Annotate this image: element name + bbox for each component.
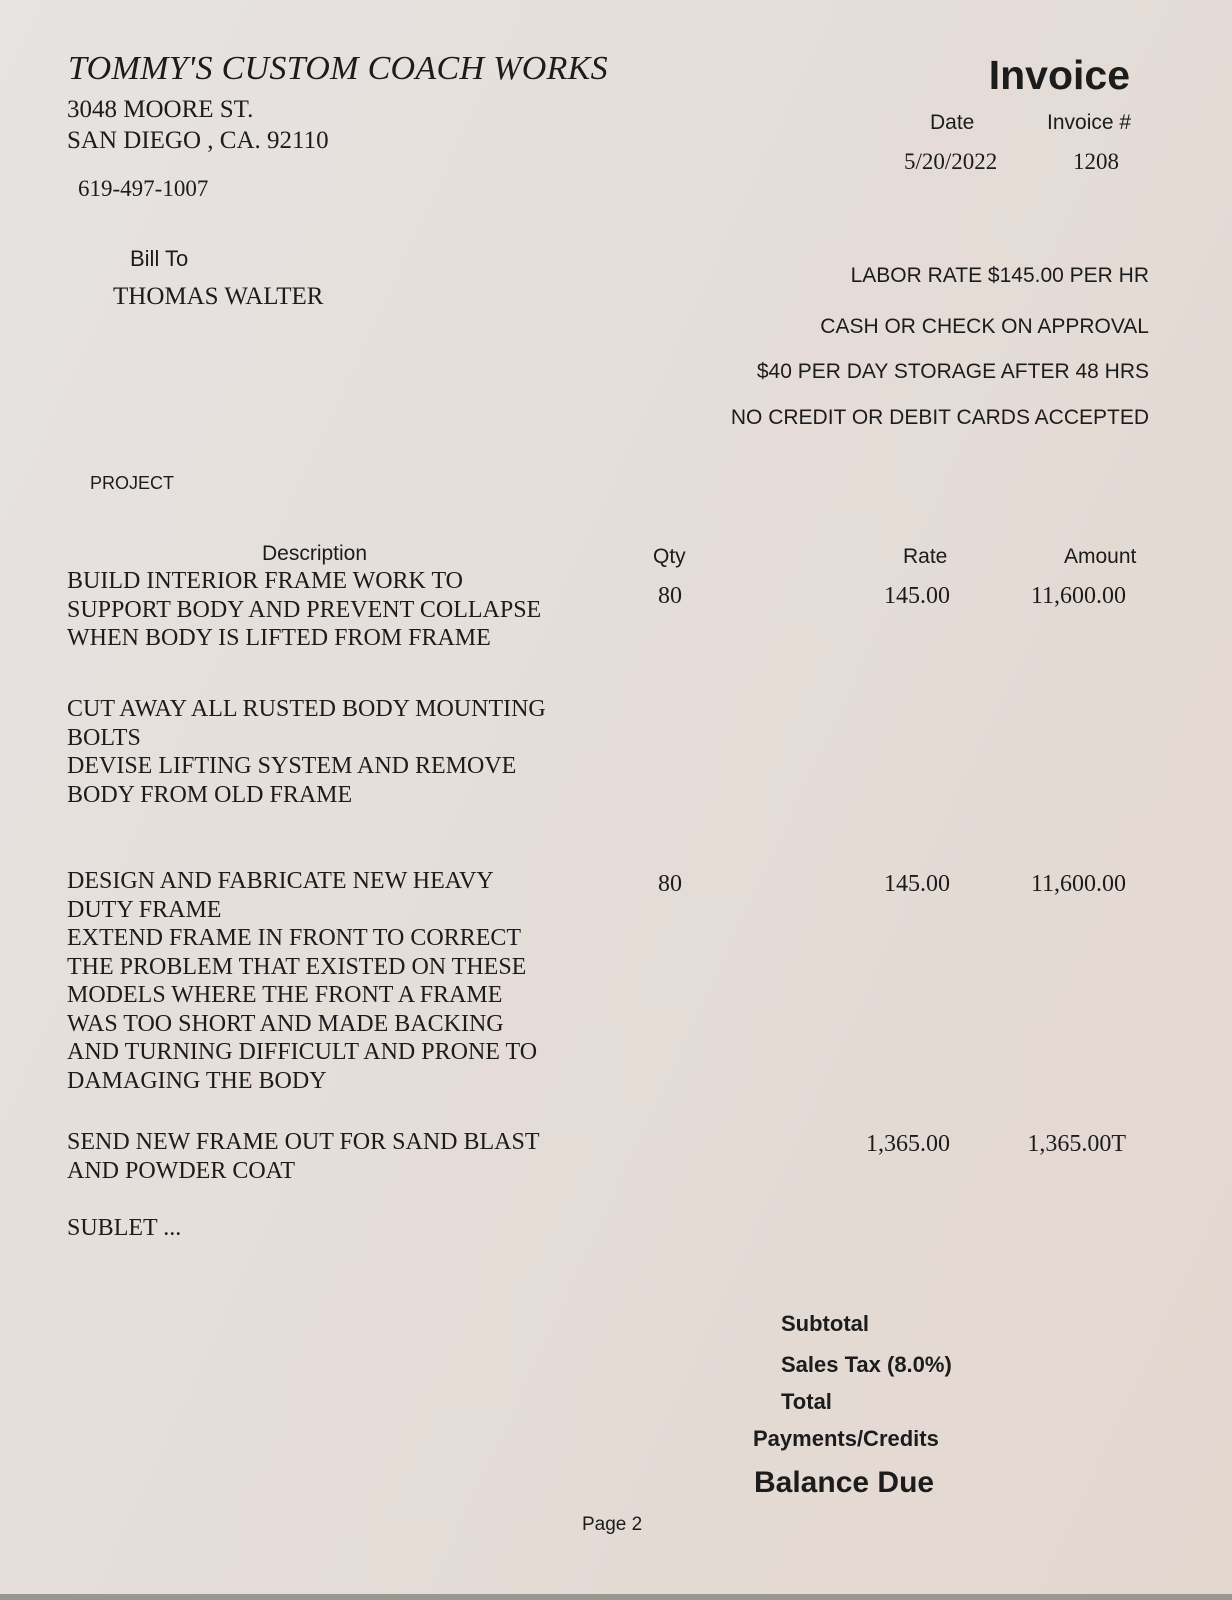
line-item-qty: 80 (658, 583, 682, 609)
description-line: EXTEND FRAME IN FRONT TO CORRECT (67, 925, 522, 951)
company-address-line2: SAN DIEGO , CA. 92110 (67, 127, 329, 154)
line-item-amount: 11,600.00 (1030, 871, 1126, 897)
description-line: BOLTS (67, 724, 141, 751)
description-line: MODELS WHERE THE FRONT A FRAME (67, 982, 503, 1008)
description-line: SUPPORT BODY AND PREVENT COLLAPSE (67, 596, 542, 623)
description-line: AND TURNING DIFFICULT AND PRONE TO (67, 1039, 538, 1065)
terms-storage: $40 PER DAY STORAGE AFTER 48 HRS (756, 360, 1149, 383)
line-item-amount: 1,365.00T (1027, 1131, 1126, 1157)
column-header-amount: Amount (1064, 545, 1137, 568)
line-item-rate: 145.00 (884, 871, 950, 897)
terms-labor-rate: LABOR RATE $145.00 PER HR (850, 264, 1149, 287)
invoice-date: 5/20/2022 (904, 149, 998, 174)
column-header-rate: Rate (903, 545, 948, 568)
invoice-number-label: Invoice # (1047, 111, 1132, 134)
project-label: PROJECT (90, 473, 175, 493)
description-line: SUBLET ... (67, 1215, 182, 1241)
description-line: BODY FROM OLD FRAME (67, 781, 353, 808)
payments-credits-label: Payments/Credits (753, 1426, 939, 1451)
page-bottom-edge (0, 1594, 1232, 1600)
line-item-rate: 1,365.00 (866, 1131, 950, 1157)
sales-tax-label: Sales Tax (8.0%) (781, 1352, 952, 1377)
line-item-qty: 80 (658, 871, 682, 897)
description-line: DUTY FRAME (67, 896, 222, 923)
bill-to-name: THOMAS WALTER (113, 283, 324, 310)
column-header-description: Description (262, 542, 368, 565)
balance-due-label: Balance Due (754, 1466, 935, 1499)
column-header-qty: Qty (653, 545, 686, 568)
line-item-description (67, 1128, 627, 1185)
line-item-description (67, 695, 627, 809)
invoice-number: 1208 (1073, 149, 1119, 174)
description-line: DAMAGING THE BODY (67, 1067, 327, 1094)
company-address-line1: 3048 MOORE ST. (67, 96, 254, 123)
description-line: DEVISE LIFTING SYSTEM AND REMOVE (67, 753, 517, 779)
total-label: Total (781, 1389, 832, 1414)
description-line: AND POWDER COAT (67, 1157, 295, 1184)
line-item-description (67, 867, 627, 1095)
description-line: WHEN BODY IS LIFTED FROM FRAME (67, 625, 491, 651)
description-line: BUILD INTERIOR FRAME WORK TO (67, 568, 464, 594)
page-number: Page 2 (582, 1514, 643, 1535)
company-name: TOMMY'S CUSTOM COACH WORKS (68, 50, 608, 87)
description-line: THE PROBLEM THAT EXISTED ON THESE (67, 953, 527, 980)
bill-to-label: Bill To (130, 246, 189, 271)
line-item-rate: 145.00 (884, 583, 950, 609)
description-line: CUT AWAY ALL RUSTED BODY MOUNTING (67, 696, 546, 722)
terms-no-cards: NO CREDIT OR DEBIT CARDS ACCEPTED (730, 406, 1149, 429)
description-line: WAS TOO SHORT AND MADE BACKING (67, 1010, 504, 1037)
invoice-title: Invoice (988, 52, 1130, 98)
line-item-description (67, 1214, 627, 1243)
description-line: SEND NEW FRAME OUT FOR SAND BLAST (67, 1129, 540, 1155)
terms-payment: CASH OR CHECK ON APPROVAL (820, 315, 1149, 338)
subtotal-label: Subtotal (781, 1311, 869, 1336)
invoice-date-label: Date (930, 111, 975, 134)
line-item-description (67, 567, 627, 653)
description-line: DESIGN AND FABRICATE NEW HEAVY (67, 868, 494, 894)
company-phone: 619-497-1007 (78, 176, 209, 201)
line-item-amount: 11,600.00 (1030, 583, 1126, 609)
